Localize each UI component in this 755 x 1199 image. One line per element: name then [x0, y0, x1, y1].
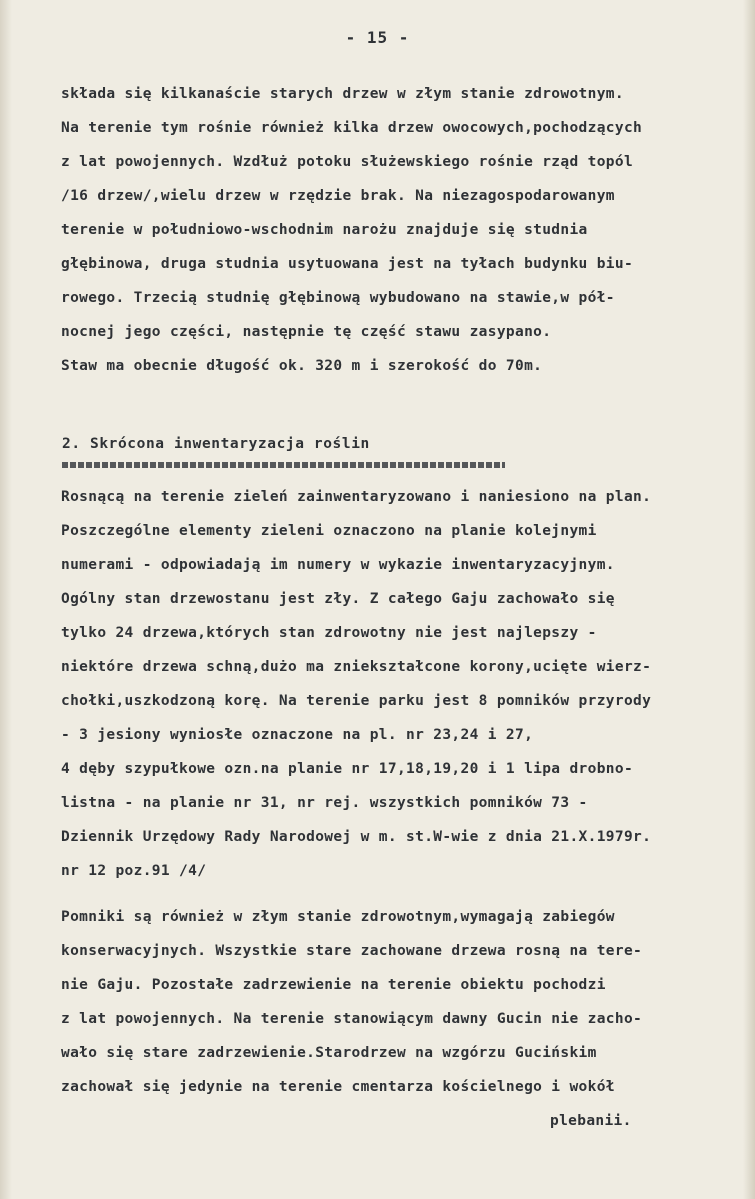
text-line: składa się kilkanaście starych drzew w złym stanie zdrowotnym.: [61, 86, 624, 102]
text-line: /16 drzew/,wielu drzew w rzędzie brak. Na niezagospodarowanym: [61, 188, 615, 204]
text-line: niektóre drzewa schną,dużo ma zniekształcone korony,ucięte wierz-: [61, 659, 652, 675]
text-line: zachował się jedynie na terenie cmentarza kościelnego i wokół: [61, 1079, 615, 1095]
scan-edge-right: [743, 0, 755, 1199]
section-heading: 2. Skrócona inwentaryzacja roślin: [62, 436, 370, 452]
text-line: Na terenie tym rośnie również kilka drzew owocowych,pochodzących: [61, 120, 643, 136]
text-line: tylko 24 drzewa,których stan zdrowotny nie jest najlepszy -: [61, 625, 597, 641]
heading-underline: [62, 462, 505, 468]
text-line: z lat powojennych. Wzdłuż potoku służewskiego rośnie rząd topól: [61, 154, 634, 170]
page-number: - 15 -: [345, 28, 410, 47]
text-line: Rosnącą na terenie zieleń zainwentaryzowano i naniesiono na plan.: [61, 489, 652, 505]
text-line: numerami - odpowiadają im numery w wykazie inwentaryzacyjnym.: [61, 557, 615, 573]
text-line: - 3 jesiony wyniosłe oznaczone na pl. nr 23,24 i 27,: [61, 727, 534, 743]
text-line: rowego. Trzecią studnię głębinową wybudowano na stawie,w pół-: [61, 290, 615, 306]
text-line: 4 dęby szypułkowe ozn.na planie nr 17,18,19,20 i 1 lipa drobno-: [61, 761, 634, 777]
text-line: listna - na planie nr 31, nr rej. wszystkich pomników 73 -: [61, 795, 588, 811]
text-line: Pomniki są również w złym stanie zdrowotnym,wymagają zabiegów: [61, 909, 615, 925]
text-line: Dziennik Urzędowy Rady Narodowej w m. st.W-wie z dnia 21.X.1979r.: [61, 829, 652, 845]
text-line: nie Gaju. Pozostałe zadrzewienie na terenie obiektu pochodzi: [61, 977, 606, 993]
text-line: chołki,uszkodzoną korę. Na terenie parku jest 8 pomników przyrody: [61, 693, 652, 709]
text-line: Poszczególne elementy zieleni oznaczono na planie kolejnymi: [61, 523, 597, 539]
text-line: głębinowa, druga studnia usytuowana jest na tyłach budynku biu-: [61, 256, 634, 272]
text-line: terenie w południowo-wschodnim narożu znajduje się studnia: [61, 222, 588, 238]
text-line: plebanii.: [550, 1113, 632, 1129]
text-line: Staw ma obecnie długość ok. 320 m i szerokość do 70m.: [61, 358, 543, 374]
text-line: Ogólny stan drzewostanu jest zły. Z całego Gaju zachowało się: [61, 591, 615, 607]
text-line: konserwacyjnych. Wszystkie stare zachowane drzewa rosną na tere-: [61, 943, 643, 959]
text-line: nocnej jego części, następnie tę część stawu zasypano.: [61, 324, 552, 340]
text-line: z lat powojennych. Na terenie stanowiącym dawny Gucin nie zacho-: [61, 1011, 643, 1027]
text-line: wało się stare zadrzewienie.Starodrzew na wzgórzu Gucińskim: [61, 1045, 597, 1061]
scan-edge-left: [0, 0, 12, 1199]
text-line: nr 12 poz.91 /4/: [61, 863, 207, 879]
